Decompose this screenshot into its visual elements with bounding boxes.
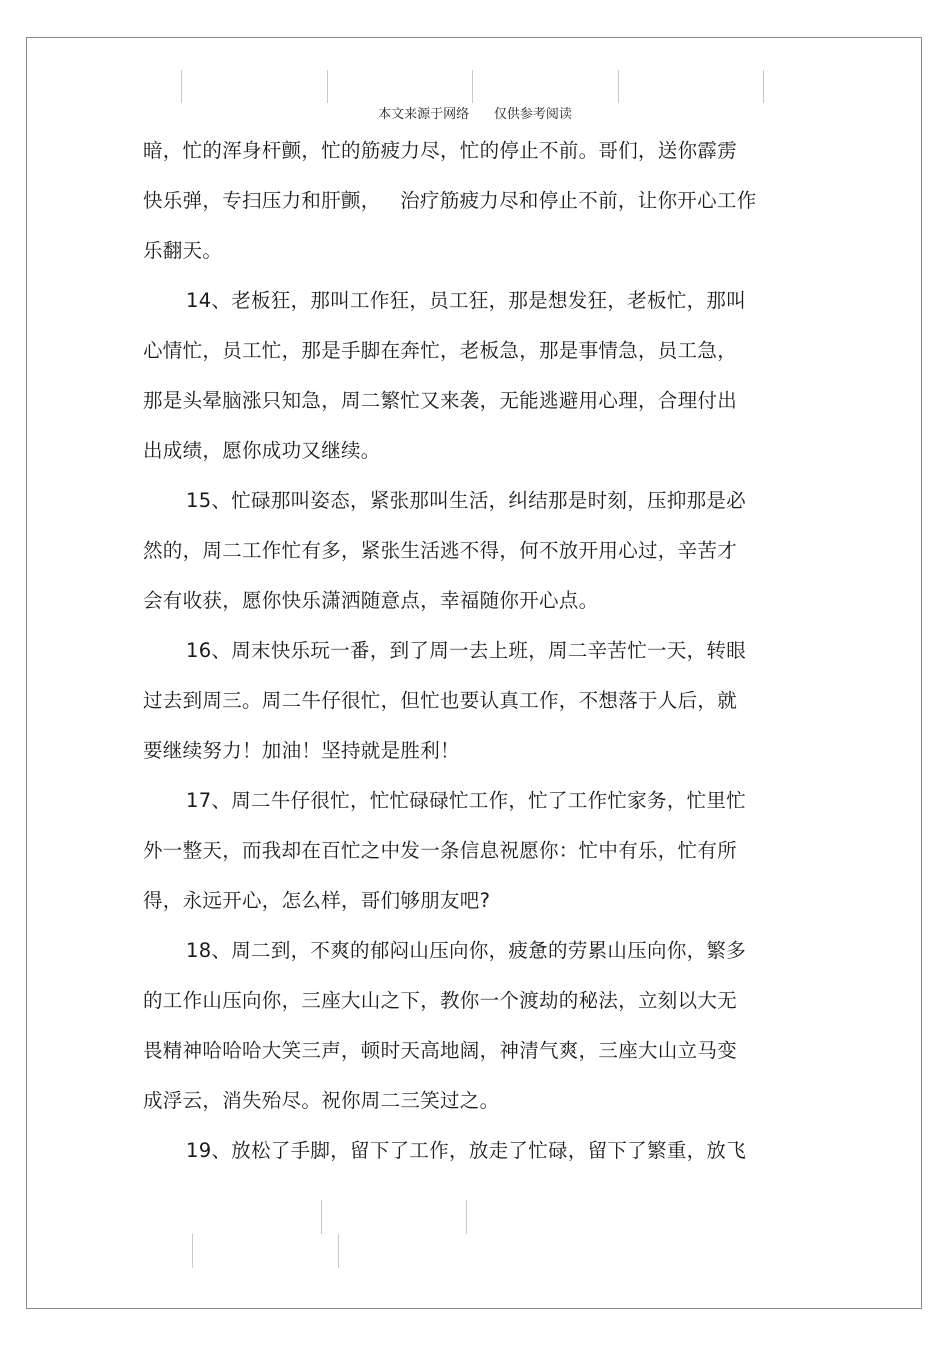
header-rule: [763, 70, 764, 103]
text-line: 18、周二到，不爽的郁闷山压向你，疲惫的劳累山压向你，繁多: [186, 939, 747, 962]
text-line: 外一整天，而我却在百忙之中发一条信息祝愿你：忙中有乐，忙有所: [143, 839, 738, 862]
paragraph: [143, 276, 783, 476]
footer-rule: [321, 1200, 322, 1234]
footer-rule: [338, 1234, 339, 1268]
text-line: 19、放松了手脚，留下了工作，放走了忙碌，留下了繁重，放飞: [186, 1139, 747, 1162]
paragraph: [143, 1126, 783, 1176]
paragraph: [143, 476, 783, 626]
header-rule: [472, 70, 473, 103]
paragraph: [143, 126, 783, 276]
text-line: 过去到周三。周二牛仔很忙，但忙也要认真工作，不想落于人后，就: [143, 689, 738, 712]
text-line: 那是头晕脑涨只知急，周二繁忙又来袭，无能逃避用心理，合理付出: [143, 389, 738, 412]
header-rule: [618, 70, 619, 103]
text-line: 15、忙碌那叫姿态，紧张那叫生活，纠结那是时刻，压抑那是必: [186, 489, 747, 512]
text-line: 16、周末快乐玩一番，到了周一去上班，周二辛苦忙一天，转眼: [186, 639, 747, 662]
footer-rule: [466, 1200, 467, 1234]
text-line: 畏精神哈哈哈大笑三声，顿时天高地阔，神清气爽，三座大山立马变: [143, 1039, 738, 1062]
text-line: 14、老板狂，那叫工作狂，员工狂，那是想发狂，老板忙，那叫: [186, 289, 747, 312]
text-line: 得，永远开心，怎么样，哥们够朋友吧?: [143, 889, 491, 912]
text-line: 心情忙，员工忙，那是手脚在奔忙，老板急，那是事情急，员工急，: [143, 339, 738, 362]
text-line: 快乐弹，专扫压力和肝颤， 治疗筋疲力尽和停止不前，让你开心工作: [143, 189, 757, 212]
text-line: 的工作山压向你，三座大山之下，教你一个渡劫的秘法，立刻以大无: [143, 989, 738, 1012]
paragraph: [143, 626, 783, 776]
text-line: 出成绩，愿你成功又继续。: [143, 439, 381, 462]
text-line: 17、周二牛仔很忙，忙忙碌碌忙工作，忙了工作忙家务，忙里忙: [186, 789, 747, 812]
text-line: 乐翻天。: [143, 239, 223, 262]
footer-rule: [192, 1234, 193, 1268]
document-body: [143, 126, 783, 1176]
text-line: 会有收获，愿你快乐潇洒随意点，幸福随你开心点。: [143, 589, 599, 612]
text-line: 暗，忙的浑身杆颤，忙的筋疲力尽，忙的停止不前。哥们，送你霹雳: [143, 139, 738, 162]
header-source-note: 本文来源于网络 仅供参考阅读: [378, 107, 572, 122]
header-rule: [181, 70, 182, 103]
paragraph: [143, 776, 783, 926]
paragraph: [143, 926, 783, 1126]
text-line: 成浮云，消失殆尽。祝你周二三笑过之。: [143, 1089, 500, 1112]
text-line: 然的，周二工作忙有多，紧张生活逃不得，何不放开用心过，辛苦才: [143, 539, 738, 562]
text-line: 要继续努力！加油！坚持就是胜利！: [143, 739, 460, 762]
header-rule: [327, 70, 328, 103]
